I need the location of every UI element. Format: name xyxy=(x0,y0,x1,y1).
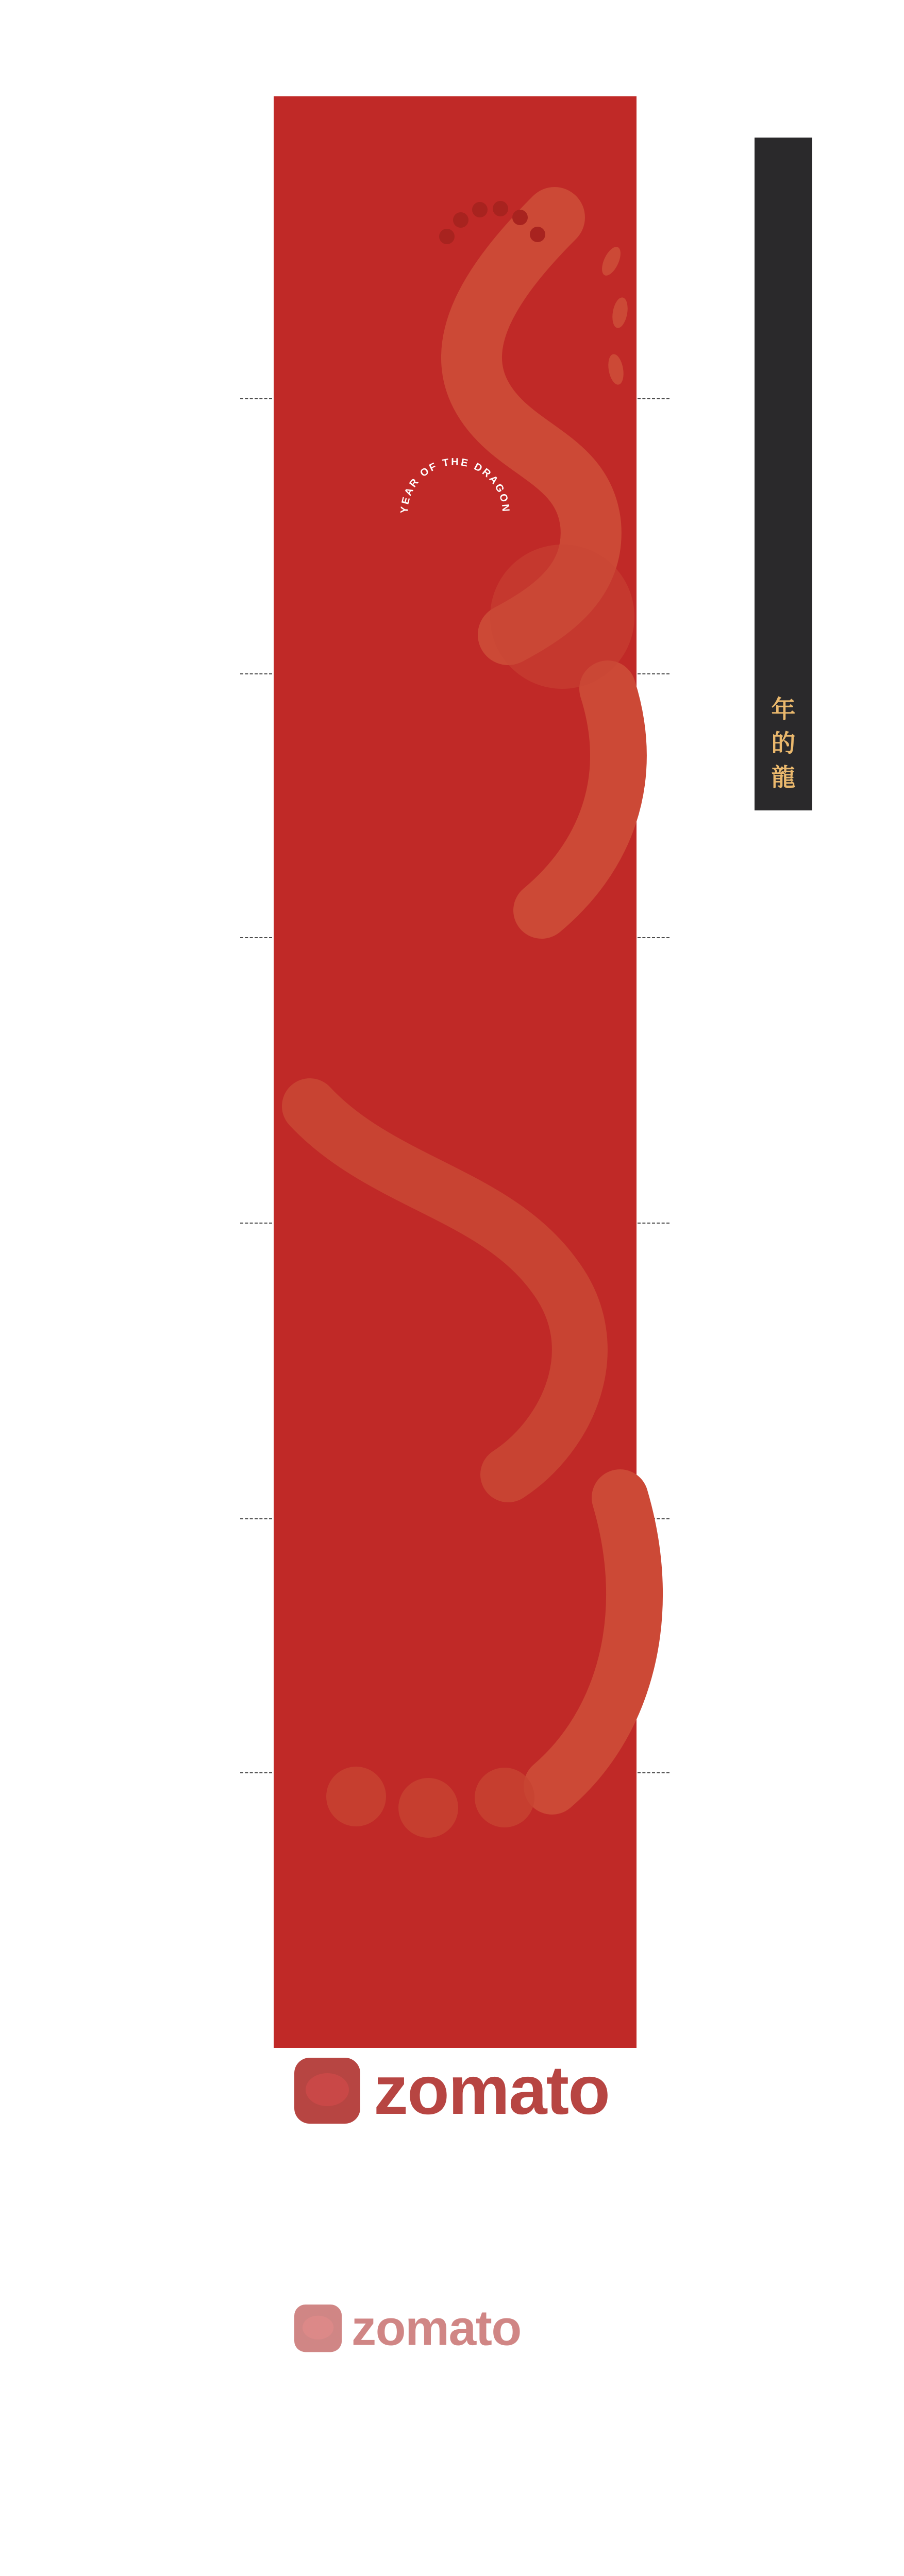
zomato-watermark xyxy=(294,2300,556,2356)
side-banner xyxy=(755,138,812,810)
arc-text: YEAR OF THE DRAGON xyxy=(398,456,512,514)
dragon-illustration xyxy=(274,96,637,2048)
year-of-dragon-arc xyxy=(391,450,519,518)
banner-character: 的 xyxy=(771,730,796,758)
crop-mark xyxy=(638,673,669,674)
zomato-watermark xyxy=(294,2052,657,2129)
crop-mark xyxy=(240,1772,272,1773)
crop-mark xyxy=(638,398,669,399)
crop-mark xyxy=(638,1223,669,1224)
crop-mark xyxy=(240,398,272,399)
banner-character: 年 xyxy=(771,696,796,724)
watermark-text: zomato xyxy=(351,2300,521,2356)
watermark-text: zomato xyxy=(374,2052,609,2129)
menu-card xyxy=(274,96,637,2356)
crop-mark xyxy=(638,1772,669,1773)
svg-text:YEAR OF THE DRAGON xyxy=(399,456,512,514)
ornament-line xyxy=(454,2553,456,2576)
zomato-logo-icon xyxy=(294,2058,360,2124)
banner-characters xyxy=(755,697,812,791)
crop-mark xyxy=(240,937,272,938)
crop-mark xyxy=(240,1223,272,1224)
crop-mark xyxy=(240,673,272,674)
crop-mark xyxy=(638,937,669,938)
zomato-logo-icon xyxy=(294,2304,342,2352)
banner-character: 龍 xyxy=(771,764,796,792)
crop-mark xyxy=(240,1518,272,1519)
